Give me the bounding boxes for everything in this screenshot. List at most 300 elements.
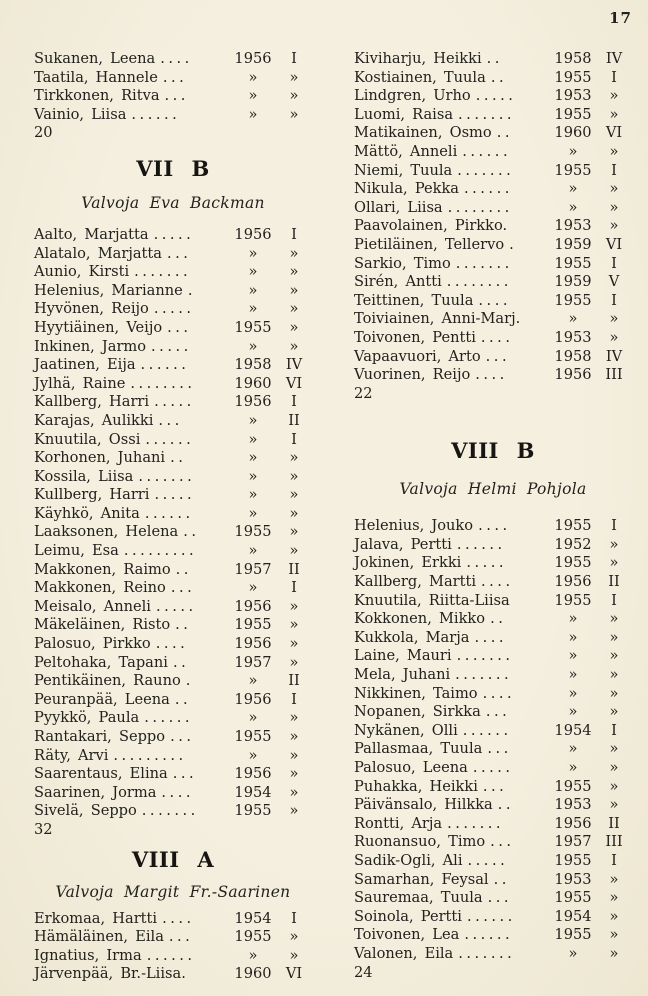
- start-year: »: [248, 672, 258, 690]
- student-row: [354, 889, 632, 908]
- start-year: 1955: [554, 889, 592, 907]
- dot-leader: ..: [490, 68, 508, 86]
- dot-leader: .........: [113, 746, 187, 764]
- dot-leader: ......: [464, 926, 514, 944]
- start-year: 1960: [554, 124, 592, 142]
- start-year: 1957: [234, 653, 272, 671]
- start-year: »: [248, 87, 258, 105]
- start-year: 1954: [234, 909, 272, 927]
- dot-leader: .......: [458, 944, 516, 962]
- start-year: »: [568, 703, 578, 721]
- dot-leader: ....: [478, 291, 511, 309]
- student-name: Räty, Arvi: [34, 746, 109, 764]
- student-row: [354, 273, 632, 292]
- dot-leader: ....: [478, 517, 511, 535]
- grade-numeral: »: [609, 610, 619, 628]
- dot-leader: ......: [144, 709, 194, 727]
- dot-leader: ....: [155, 635, 189, 653]
- start-year: 1956: [234, 690, 272, 708]
- start-year: »: [568, 684, 578, 702]
- grade-numeral: »: [609, 180, 619, 198]
- dot-leader: .: [187, 281, 196, 299]
- start-year: »: [248, 579, 258, 597]
- student-name: Nopanen, Sirkka: [354, 703, 481, 721]
- student-row: [354, 255, 632, 274]
- student-row: [34, 784, 312, 803]
- student-row: [34, 598, 312, 617]
- grade-numeral: I: [611, 161, 617, 179]
- grade-numeral: IV: [605, 347, 623, 365]
- grade-numeral: »: [609, 684, 619, 702]
- start-year: 1959: [554, 235, 592, 253]
- start-year: 1956: [234, 225, 272, 243]
- student-row: [34, 412, 312, 431]
- student-name: Luomi, Raisa: [354, 105, 454, 123]
- student-row: [34, 245, 312, 264]
- dot-leader: ........: [130, 374, 196, 392]
- start-year: »: [248, 946, 258, 964]
- student-name: Mäkeläinen, Risto: [34, 616, 171, 634]
- dot-leader: .....: [151, 337, 192, 355]
- student-row: [354, 740, 632, 759]
- start-year: 1957: [554, 833, 592, 851]
- grade-numeral: »: [289, 87, 299, 105]
- start-year: 1953: [554, 870, 592, 888]
- dot-leader: ...: [168, 928, 194, 946]
- start-year: »: [248, 68, 258, 86]
- grade-numeral: II: [608, 573, 620, 591]
- student-row: [354, 722, 632, 741]
- student-row: [354, 348, 632, 367]
- start-year: »: [248, 709, 258, 727]
- student-name: Kullberg, Harri: [34, 486, 150, 504]
- class-section: [354, 50, 632, 403]
- student-name: Teittinen, Tuula: [354, 291, 474, 309]
- start-year: 1958: [234, 356, 272, 374]
- student-name: Toivonen, Pentti: [354, 328, 476, 346]
- dot-leader: ...: [487, 889, 513, 907]
- student-name: Peuranpää, Leena: [34, 690, 170, 708]
- student-name: Niemi, Tuula: [354, 161, 453, 179]
- student-row: [354, 554, 632, 573]
- dot-leader: ......: [464, 180, 513, 198]
- dot-leader: ......: [462, 142, 512, 160]
- grade-numeral: II: [288, 672, 300, 690]
- start-year: »: [248, 105, 258, 123]
- dot-leader: ....: [480, 328, 514, 346]
- grade-numeral: I: [291, 225, 297, 243]
- dot-leader: .....: [466, 554, 508, 572]
- grade-numeral: »: [609, 535, 619, 553]
- grade-numeral: VI: [285, 374, 303, 392]
- student-name: Inkinen, Jarmo: [34, 337, 147, 355]
- dot-leader: ..: [490, 610, 507, 628]
- student-name: Nykänen, Olli: [354, 721, 458, 739]
- grade-numeral: »: [289, 802, 299, 820]
- dot-leader: ....: [474, 628, 508, 646]
- dot-leader: ....: [482, 684, 516, 702]
- student-name: Lindgren, Urho: [354, 87, 471, 105]
- start-year: 1953: [554, 217, 592, 235]
- student-name: Jaatinen, Eija: [34, 356, 136, 374]
- student-row: [34, 523, 312, 542]
- student-name: Saarinen, Jorma: [34, 783, 157, 801]
- student-row: [354, 143, 632, 162]
- student-row: [354, 236, 632, 255]
- dot-leader: ..: [175, 560, 192, 578]
- grade-numeral: »: [289, 765, 299, 783]
- student-row: [354, 329, 632, 348]
- student-row: [34, 709, 312, 728]
- student-name: Kokkonen, Mikko: [354, 610, 486, 628]
- dot-leader: ..: [183, 523, 200, 541]
- student-row: [34, 300, 312, 319]
- student-row: [354, 796, 632, 815]
- grade-numeral: I: [611, 721, 617, 739]
- grade-numeral: IV: [605, 50, 623, 67]
- student-row: [34, 226, 312, 245]
- student-name: Vuorinen, Reijo: [354, 366, 471, 384]
- student-count: 32: [34, 820, 53, 838]
- grade-numeral: »: [289, 504, 299, 522]
- student-name: Mättö, Anneli: [354, 142, 458, 160]
- student-row: [34, 375, 312, 394]
- start-year: 1953: [554, 796, 592, 814]
- start-year: 1955: [234, 802, 272, 820]
- start-year: »: [568, 180, 578, 198]
- dot-leader: ....: [160, 50, 193, 67]
- student-row: [354, 217, 632, 236]
- section-heading: VII B: [136, 155, 210, 181]
- start-year: »: [568, 310, 578, 328]
- grade-numeral: »: [609, 777, 619, 795]
- dot-leader: ...: [172, 765, 198, 783]
- student-row: [354, 945, 632, 964]
- student-name: Sivelä, Seppo: [34, 802, 137, 820]
- start-year: »: [568, 666, 578, 684]
- page-number: 17: [609, 9, 632, 27]
- student-name: Sukanen, Leena: [34, 50, 156, 67]
- start-year: »: [568, 740, 578, 758]
- student-name: Paavolainen, Pirkko.: [354, 217, 508, 235]
- start-year: 1957: [234, 560, 272, 578]
- student-name: Helenius, Marianne: [34, 281, 183, 299]
- grade-numeral: »: [609, 217, 619, 235]
- student-name: Rontti, Arja: [354, 814, 443, 832]
- start-year: »: [248, 486, 258, 504]
- student-row: [34, 728, 312, 747]
- dot-leader: ...: [158, 411, 183, 429]
- grade-numeral: II: [288, 560, 300, 578]
- student-name: Taatila, Hannele: [34, 68, 158, 86]
- grade-numeral: »: [609, 310, 619, 328]
- start-year: 1960: [234, 374, 272, 392]
- student-row: [34, 106, 312, 125]
- grade-numeral: »: [609, 554, 619, 572]
- student-name: Puhakka, Heikki: [354, 777, 478, 795]
- grade-numeral: »: [289, 337, 299, 355]
- grade-numeral: »: [289, 523, 299, 541]
- dot-leader: ......: [456, 535, 506, 553]
- start-year: »: [248, 281, 258, 299]
- grade-numeral: V: [608, 273, 620, 291]
- dot-leader: ..: [175, 616, 192, 634]
- student-name: Nikula, Pekka: [354, 180, 460, 198]
- start-year: 1956: [234, 597, 272, 615]
- start-year: 1955: [554, 591, 592, 609]
- student-name: Valonen, Eila: [354, 944, 454, 962]
- start-year: 1955: [234, 318, 272, 336]
- start-year: 1956: [554, 573, 592, 591]
- student-name: Jokinen, Erkki: [354, 554, 462, 572]
- grade-numeral: »: [289, 783, 299, 801]
- dot-leader: ....: [475, 366, 508, 384]
- student-name: Kukkola, Marja: [354, 628, 470, 646]
- student-row: [354, 685, 632, 704]
- student-row: [34, 616, 312, 635]
- grade-numeral: VI: [605, 235, 623, 253]
- student-row: [34, 561, 312, 580]
- start-year: »: [568, 142, 578, 160]
- student-row: [354, 610, 632, 629]
- student-name: Rantakari, Seppo: [34, 728, 166, 745]
- dot-leader: .......: [455, 254, 513, 272]
- start-year: 1954: [234, 783, 272, 801]
- dot-leader: ..: [493, 870, 510, 888]
- grade-numeral: »: [609, 87, 619, 105]
- student-name: Toivonen, Lea: [354, 926, 460, 944]
- start-year: 1955: [554, 926, 592, 944]
- grade-numeral: III: [605, 833, 623, 851]
- start-year: 1955: [554, 291, 592, 309]
- start-year: »: [248, 244, 258, 262]
- class-section: [34, 155, 312, 840]
- dot-leader: ..: [170, 449, 187, 467]
- grade-numeral: I: [291, 690, 297, 708]
- grade-numeral: »: [289, 746, 299, 764]
- student-name: Kossila, Liisa: [34, 467, 134, 485]
- grade-numeral: I: [611, 517, 617, 535]
- start-year: 1958: [554, 50, 592, 67]
- student-name: Leimu, Esa: [34, 542, 119, 560]
- student-row: [354, 778, 632, 797]
- student-name: Kallberg, Martti: [354, 573, 477, 591]
- student-count: 20: [34, 124, 53, 142]
- student-name: Kostiainen, Tuula: [354, 68, 486, 86]
- student-row: [34, 282, 312, 301]
- student-name: Makkonen, Raimo: [34, 560, 171, 578]
- grade-numeral: »: [289, 300, 299, 318]
- student-name: Palosuo, Leena: [354, 759, 468, 776]
- student-name: Matikainen, Osmo: [354, 124, 492, 142]
- student-name: Pentikäinen, Rauno: [34, 672, 181, 690]
- grade-numeral: »: [289, 486, 299, 504]
- dot-leader: .......: [458, 105, 516, 123]
- student-row: [354, 50, 632, 69]
- student-row: [34, 965, 312, 984]
- student-row: [354, 759, 632, 778]
- student-row: [34, 654, 312, 673]
- start-year: 1955: [234, 523, 272, 541]
- student-name: Pallasmaa, Tuula: [354, 740, 483, 758]
- student-row: [354, 926, 632, 945]
- student-row: [354, 87, 632, 106]
- start-year: 1955: [554, 554, 592, 572]
- student-name: Tirkkonen, Ritva: [34, 87, 160, 105]
- grade-numeral: »: [289, 263, 299, 281]
- dot-leader: .......: [457, 161, 515, 179]
- student-row: [354, 852, 632, 871]
- student-name: Kallberg, Harri: [34, 393, 150, 411]
- student-row: [34, 338, 312, 357]
- start-year: »: [248, 263, 258, 281]
- start-year: 1958: [554, 347, 592, 365]
- dot-leader: ...: [164, 87, 189, 105]
- student-row: [34, 319, 312, 338]
- student-name: Saarentaus, Elina: [34, 765, 168, 783]
- left-column: [34, 50, 312, 984]
- grade-numeral: »: [289, 449, 299, 467]
- student-name: Aalto, Marjatta: [34, 225, 149, 243]
- grade-numeral: »: [609, 870, 619, 888]
- student-row: [354, 666, 632, 685]
- dot-leader: .....: [154, 393, 195, 411]
- grade-numeral: I: [611, 68, 617, 86]
- start-year: 1956: [554, 366, 592, 384]
- grade-numeral: »: [609, 759, 619, 776]
- student-row: [354, 517, 632, 536]
- start-year: 1955: [554, 161, 592, 179]
- grade-numeral: »: [609, 944, 619, 962]
- start-year: 1956: [554, 814, 592, 832]
- start-year: 1956: [234, 393, 272, 411]
- student-name: Päivänsalo, Hilkka: [354, 796, 493, 814]
- student-row: [34, 263, 312, 282]
- dot-leader: .......: [134, 263, 192, 281]
- start-year: »: [568, 610, 578, 628]
- student-row: [354, 703, 632, 722]
- grade-numeral: I: [611, 291, 617, 309]
- student-row: [34, 356, 312, 375]
- dot-leader: .: [509, 235, 518, 253]
- right-column: [354, 50, 632, 982]
- student-row: [34, 69, 312, 88]
- student-name: Soinola, Pertti: [354, 907, 462, 925]
- student-name: Ruonansuo, Timo: [354, 833, 486, 851]
- student-count: 22: [354, 384, 373, 402]
- student-name: Hämäläinen, Eila: [34, 928, 164, 946]
- student-row: [34, 910, 312, 929]
- dot-leader: .......: [447, 814, 505, 832]
- student-row: [34, 947, 312, 966]
- student-row: [354, 69, 632, 88]
- start-year: 1955: [554, 777, 592, 795]
- dot-leader: .......: [456, 647, 514, 665]
- grade-numeral: I: [291, 393, 297, 411]
- dot-leader: ......: [145, 430, 195, 448]
- dot-leader: ......: [462, 721, 512, 739]
- dot-leader: .....: [467, 851, 509, 869]
- start-year: »: [248, 504, 258, 522]
- student-row: [34, 50, 312, 69]
- dot-leader: ........: [446, 273, 512, 291]
- dot-leader: .....: [475, 87, 517, 105]
- start-year: 1955: [554, 254, 592, 272]
- grade-numeral: »: [289, 728, 299, 745]
- student-row: [354, 647, 632, 666]
- grade-numeral: »: [289, 68, 299, 86]
- start-year: »: [248, 542, 258, 560]
- dot-leader: ...: [485, 347, 511, 365]
- student-name: Sirén, Antti: [354, 273, 442, 291]
- grade-numeral: I: [611, 851, 617, 869]
- student-row: [34, 393, 312, 412]
- dot-leader: ...: [166, 244, 192, 262]
- start-year: »: [568, 759, 578, 776]
- dot-leader: ..: [496, 124, 513, 142]
- student-name: Järvenpää, Br.-Liisa.: [34, 965, 186, 983]
- start-year: 1955: [554, 105, 592, 123]
- student-count: 24: [354, 963, 373, 981]
- class-section: [354, 437, 632, 982]
- dot-leader: .....: [153, 225, 195, 243]
- start-year: 1955: [234, 616, 272, 634]
- student-name: Makkonen, Reino: [34, 579, 166, 597]
- student-name: Karajas, Aulikki: [34, 411, 154, 429]
- dot-leader: ......: [131, 105, 181, 123]
- student-name: Toiviainen, Anni-Marj.: [354, 310, 521, 328]
- start-year: 1955: [234, 728, 272, 745]
- grade-numeral: »: [609, 740, 619, 758]
- dot-leader: ...: [485, 703, 511, 721]
- grade-numeral: »: [609, 666, 619, 684]
- student-name: Pyykkö, Paula: [34, 709, 140, 727]
- start-year: »: [568, 944, 578, 962]
- student-row: [34, 468, 312, 487]
- grade-numeral: »: [609, 889, 619, 907]
- start-year: 1954: [554, 721, 592, 739]
- start-year: 1952: [554, 535, 592, 553]
- student-row: [34, 486, 312, 505]
- grade-numeral: I: [291, 430, 297, 448]
- student-row: [34, 672, 312, 691]
- supervisor-line: Valvoja Helmi Pohjola: [399, 480, 587, 499]
- grade-numeral: VI: [285, 965, 303, 983]
- grade-numeral: »: [289, 928, 299, 946]
- student-row: [354, 366, 632, 385]
- start-year: 1955: [234, 928, 272, 946]
- start-year: 1955: [554, 68, 592, 86]
- student-row: [354, 629, 632, 648]
- dot-leader: ...: [167, 318, 192, 336]
- grade-numeral: »: [289, 467, 299, 485]
- student-row: [34, 691, 312, 710]
- start-year: 1956: [234, 765, 272, 783]
- dot-leader: ...: [162, 68, 188, 86]
- dot-leader: ....: [481, 573, 514, 591]
- student-row: [354, 908, 632, 927]
- dot-leader: ......: [146, 946, 196, 964]
- student-row: [354, 833, 632, 852]
- student-row: [354, 592, 632, 611]
- student-name: Meisalo, Anneli: [34, 597, 151, 615]
- grade-numeral: »: [609, 796, 619, 814]
- student-row: [34, 449, 312, 468]
- dot-leader: ..: [486, 50, 503, 67]
- dot-leader: ......: [144, 504, 194, 522]
- section-heading: VIII B: [451, 438, 535, 464]
- dot-leader: ..: [174, 690, 192, 708]
